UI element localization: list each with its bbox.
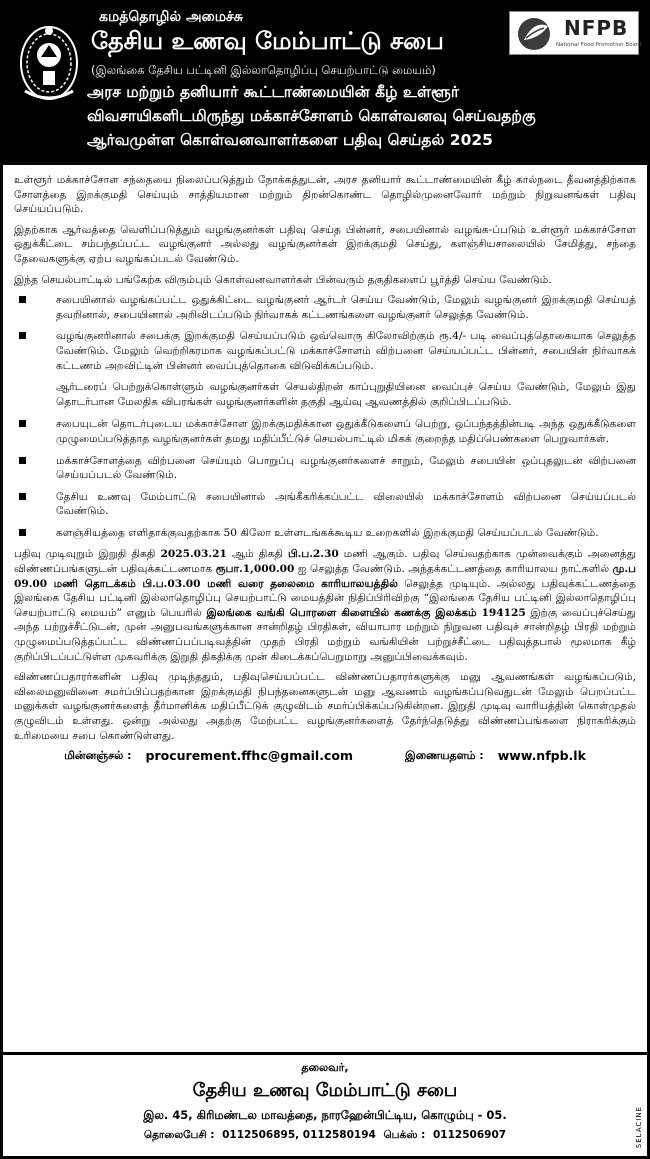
list-item: தேசிய உணவு மேம்பாட்டு சபையினால் அங்கீகரிக்கப்பட்ட விலையில் மக்காச்சோளம் விற்பனை செய்யப்படல் வேண்டும். [14, 490, 636, 519]
header-banner [3, 3, 647, 165]
list-item-note: ஆர்டரைப் பெற்றுக்கொள்ளும் வழங்குனர்கள் செயல்திறன் காப்புறுதியினை வைப்புச் செய்ய வேண்டும், மேலும் இது தொடர்பான மேலதிக விபரங்கள் வழங்குனர்களின் தகுதி ஆய்வு ஆவணத்தில் குறிப்பிடப்படும். [56, 381, 636, 408]
website-link[interactable]: www.nfpb.lk [497, 748, 586, 764]
phone-numbers: 0112506895, 0112580194 [222, 1129, 376, 1141]
bank-account: இலங்கை வங்கி பொரளை கிளையில் கணக்கு இலக்கம் 194125 [206, 606, 526, 619]
paragraph-registration: பதிவு முடிவுறும் இறுதி திகதி 2025.03.21 ஆம் திகதி பி.ப.2.30 மணி ஆகும். பதிவு செய்வதற்காக முன்வைக்கும் அனைத்து விண்ணப்பங்களுடன் பதிவுக்கட்டணமாக ரூபா.1,000.00 ஐ செலுத்த வேண்டும். அந்தக்கட்டணத்தை காரியாலய நாட்களில் மு.ப 09.00 மணி தொடக்கம் பி.ப.03.00 மணி வரை தலைமை காரியாலயத்தில் செலுத்த முடியும். அல்லது பதிவுக்கட்டணத்தை இலங்கை தேசிய பட்டினி இல்லாதொழிப்பு செயற்பாட்டு மையத்தின் நிதிப்பிரிவிற்கு “இலங்கை தேசிய பட்டினி இல்லாதொழிப்பு செயற்பாட்டு மையம்” எனும் பெயரில் இலங்கை வங்கி பொரளை கிளையில் கணக்கு இலக்கம் 194125 இற்கு வைப்புச்செய்து அந்த பற்றுச்சீட்டுடன், முன் அனுபவங்களுக்கான சான்றிதழ் பிரதிகள், வியாபார மற்றும் நிறுவன பதிவுச் சான்றிதழ் பிரதி மற்றும் முழுமைப்படுத்தப்பட்ட விண்ணப்பப்படிவத்தின் முதற் பிரதி மற்றும் வங்கியின் பற்றுச்சீட்டை பதிவுத்தபால் மூலமாக கீழ் குறிப்பிடப்பட்டுள்ள முகவரிக்கு இறுதி திகதிக்கு முன் கிடைக்கப்பெறுமாறு அனுப்பிவைக்கவும். [14, 548, 637, 663]
fax-number: 0112506907 [433, 1129, 507, 1141]
logo-wordmark: NFPB [564, 16, 629, 40]
fax-label: பெக்ஸ் : [383, 1129, 426, 1141]
email-label: மின்னஞ்சல் : [64, 749, 132, 763]
signatory-title: தலைவர், [301, 1061, 349, 1074]
notice-title-line-1: அரச மற்றும் தனியார் கூட்டாண்மையின் கீழ் உள்ளூர் [87, 83, 459, 101]
paragraph-process: இதற்காக ஆர்வத்தை வெளிப்படுத்தும் வழங்குனர்கள் பதிவு செய்த பின்னர், சபையினால் வழங்க-ப்படும் உள்ளூர் மக்காச்சோள ஒதுக்கீட்டை சம்பந்தப்பட்ட வழங்குனர் அல்லது வழங்குனர்கள் இறக்குமதி செய்து, களஞ்சியசாலையில் சேமித்து, சந்தை தேவைகளுக்கு ஏற்ப வழங்கப்படல் வேண்டும். [14, 223, 636, 265]
notice-title-line-2: விவசாயிகளிடமிருந்து மக்காச்சோளம் கொள்வனவு செய்வதற்கு [87, 107, 536, 125]
registration-fee: ரூபா.1,000.00 [215, 563, 295, 576]
list-item: களஞ்சியத்தை எளிதாக்குவதற்காக 50 கிலோ உள்ளடங்கக்கூடிய உறைகளில் இறக்குமதி செய்யப்படல் வேண்டும். [14, 526, 636, 541]
list-item: வழங்குனரினால் சபைக்கு இறக்குமதி செய்யப்படும் ஒவ்வொரு கிலோவிற்கும் ரூ.4/- படி வைப்புத்தொகையாக செலுத்த வேண்டும். மேலும் வெற்றிகரமாக வழங்கப்பட்டு மக்காச்சோளம் விற்பனை செய்யப்பட்ட பின்னர், சபையின் நிர்வாகக் கட்டணம் அறவிட்டின் பின்னர் வைப்புத்தொகை விடுவிக்கப்படும். [14, 329, 636, 373]
bullet-square-icon [19, 296, 26, 303]
list-item: சபையினால் வழங்கப்பட்ட ஒதுக்கிட்டை வழங்குனர் ஆர்டர் செய்ய வேண்டும், மேலும் வழங்குனர் இறக்குமதி செய்யத் தவறினால், சபையினால் அறிவிடப்படும் நிர்வாகக் கட்டணங்களை வழங்குனர் செலுத்த வேண்டும். [14, 293, 636, 322]
footer-address: இல. 45, கிரிமண்டல மாவத்தை, நாரஹேன்பிட்டிய, கொழும்பு - 05. [143, 1108, 507, 1122]
website-label: இணையதளம் : [405, 749, 484, 763]
bullet-square-icon [19, 457, 26, 464]
paragraph-evaluation: விண்ணப்பதாரர்களின் பதிவு முடிந்ததும், பதிவுசெய்யப்பட்ட விண்ணப்பதாரர்களுக்கு மனு ஆவணங்கள் வழங்கப்படும், விலைமனுவினை சமர்ப்பிப்பதற்கான இறக்குமதி நிபந்தனைகளுடன் மனு ஆவணம் வழங்கப்படுவதுடன் மேலும் பெறப்பட்ட மனுக்கள் வழங்குனர்களைத் தீர்மானிக்க மதிப்பீட்டுக் குழுவிடம் சமர்ப்பிக்கப்படுகின்றன. இறுதி முடிவு வாரியத்தின் கொள்முதல் குழுவிடம் உள்ளது. ஒன்று அல்லது அதற்கு மேற்பட்ட வழங்குனர்களைத் தேர்ந்தெடுத்து விண்ணப்பங்களை நிராகரிக்கும் உரிமையை சபை கொண்டுள்ளது. [14, 671, 636, 742]
notice-title-line-3: ஆர்வமுள்ள கொள்வனவாளர்களை பதிவு செய்தல் 2025 [87, 131, 493, 149]
notice-body [3, 165, 647, 764]
ministry-name: கமத்தொழில் அமைச்சு [99, 9, 243, 25]
board-name: தேசிய உணவு மேம்பாட்டு சபை [91, 27, 444, 55]
bullet-square-icon [19, 493, 26, 500]
footer-phone-line [3, 1129, 647, 1142]
agency-credit: SELACINE [635, 1105, 643, 1148]
paragraph-eligibility: இந்த செயல்பாட்டில் பங்கேற்க விரும்பும் கொள்வனவாளர்கள் பின்வரும் தகுதிகளைப் பூர்த்தி செய்ய வேண்டும். [14, 273, 552, 286]
paragraph-intro: உள்ளூர் மக்காச்சோள சந்தையை நிலைப்படுத்தும் நோக்கத்துடன், அரச தனியார் கூட்டாண்மையின் கீழ் கால்நடை தீவனத்திற்காக சோளத்தை இறக்குமதி செய்யும் சாத்தியமான மற்றும் திறன்கொண்ட தொழில்முனைவோர் மற்றும் நிறுவனங்கள் பதிவு செய்யப்படும். [14, 174, 636, 216]
leaf-globe-icon [516, 16, 554, 52]
sri-lanka-emblem-icon [17, 23, 81, 107]
bullet-square-icon [19, 420, 26, 427]
closing-date: 2025.03.21 [160, 548, 227, 561]
board-subtitle: (இலங்கை தேசிய பட்டினி இல்லாதொழிப்பு செயற்பாட்டு மையம்) [91, 63, 436, 77]
bullet-square-icon [19, 332, 26, 339]
logo-subtitle: National Food Promotion Board [556, 42, 642, 48]
email-link[interactable]: procurement.ffhc@gmail.com [145, 748, 353, 764]
contact-line [14, 749, 636, 764]
bullet-square-icon [19, 529, 26, 536]
phone-label: தொலைபேசி : [143, 1129, 215, 1141]
list-item: மக்காச்சோளத்தை விற்பனை செய்யும் பொறுப்பு வழங்குனர்களைச் சாறும், மேலும் சபையின் ஒப்புதலுடன் விற்பனை செய்யப்படல் வேண்டும். [14, 454, 636, 483]
list-item: சபையுடன் தொடர்புடைய மக்காச்சோள இறக்குமதிக்கான ஒதுக்கீடுகளைப் பெற்று, ஒப்பந்தத்தின்படி அந்த ஒதுக்கீடுகளை முழுமைப்படுத்தாத வழங்குனர்கள் தமது மதிப்பீட்டுச் செயல்பாட்டில் மிகக் குறைந்த மதிப்பெண்களை பெறுவார்கள். [14, 417, 636, 446]
nfpb-logo [509, 11, 642, 55]
office-hours: மு.ப 09.00 மணி தொடக்கம் பி.ப.03.00 மணி வரை தலைமை காரியாலயத்தில் [14, 563, 637, 590]
footer [3, 1052, 647, 1156]
closing-time: பி.ப.2.30 [287, 548, 339, 561]
footer-board-name: தேசிய உணவு மேம்பாட்டு சபை [192, 1080, 458, 1101]
